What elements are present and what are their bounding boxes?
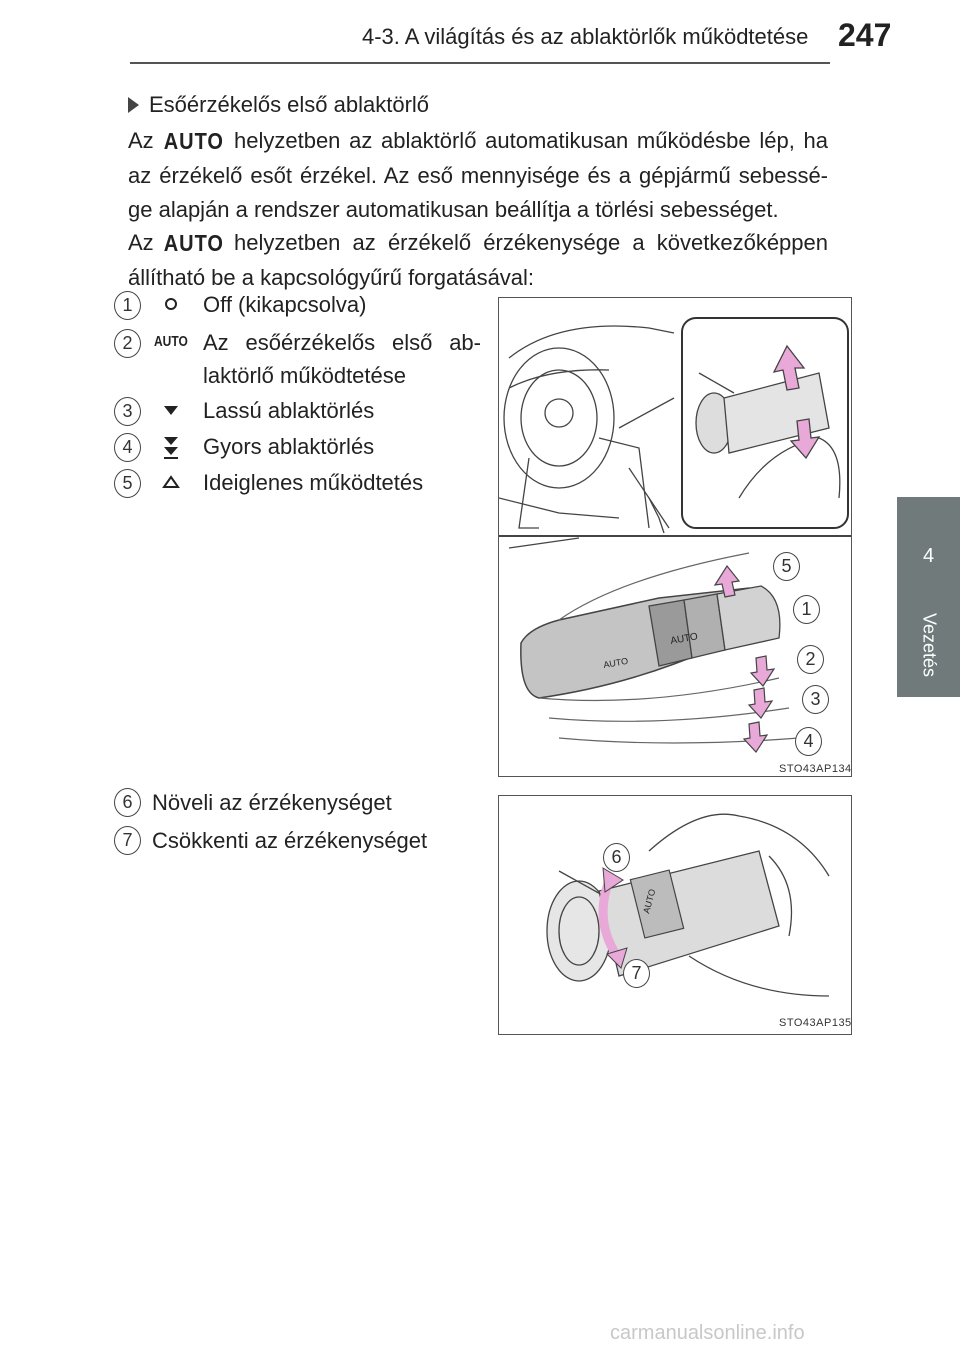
item-number-badge: 1 — [114, 291, 141, 320]
footer-watermark: carmanualsonline.info — [610, 1322, 805, 1344]
chapter-label-text: Vezetés — [919, 612, 939, 678]
item-text: Off (kikapcsolva) — [203, 292, 367, 317]
callout-4: 4 — [795, 727, 822, 756]
callout-2: 2 — [797, 645, 824, 674]
double-down-triangle-icon — [162, 434, 180, 460]
item-text: Gyors ablaktörlés — [203, 434, 375, 459]
subheading — [128, 92, 429, 118]
circle-off-icon — [163, 296, 179, 312]
item-number-badge: 2 — [114, 329, 141, 358]
lever-auto-label: AUTO — [602, 655, 629, 670]
auto-icon: AUTO — [163, 129, 224, 155]
item-number-badge: 5 — [114, 469, 141, 498]
item-number-badge: 6 — [114, 788, 141, 817]
page-header — [0, 0, 960, 70]
chapter-label — [897, 600, 960, 690]
item-text: Csökkenti az érzékenységet — [152, 828, 428, 853]
lever-auto-label: AUTO — [669, 631, 699, 647]
item-number-badge: 7 — [114, 826, 141, 855]
auto-icon: AUTO — [163, 231, 224, 257]
down-arrow-icon — [744, 722, 767, 752]
paragraph-rain-sensing — [128, 124, 828, 227]
down-arrow-icon — [751, 656, 774, 686]
page-number: 247 — [838, 17, 892, 53]
figure-code: STO43AP134 — [779, 763, 852, 775]
callout-1: 1 — [793, 595, 820, 624]
up-chevron-icon — [162, 475, 180, 489]
subheading-text: Esőérzékelős első ablaktörlő — [149, 92, 430, 117]
triangle-bullet-icon — [128, 97, 139, 113]
chapter-number: 4 — [922, 545, 935, 567]
item-text: Az esőérzékelős első ab-laktörlő működtetése — [203, 330, 481, 388]
auto-icon: AUTO — [154, 332, 188, 350]
figure-wiper-lever — [498, 297, 852, 777]
figure-code: STO43AP135 — [779, 1017, 852, 1029]
ring-illustration — [499, 796, 851, 1034]
callout-5: 5 — [773, 552, 800, 581]
para1-prefix: Az — [128, 128, 154, 153]
item-text: Lassú ablaktörlés — [203, 398, 375, 423]
single-down-triangle-icon — [162, 403, 180, 417]
para2-text: helyzetben az érzékelő érzékenysége a következőképpen állítható be a kapcsológyűrű forgatásával: — [128, 230, 828, 290]
section-title: 4-3. A világítás és az ablaktörlők működtetése — [362, 24, 809, 49]
callout-6: 6 — [603, 843, 630, 872]
paragraph-sensitivity — [128, 226, 828, 295]
callout-7: 7 — [623, 959, 650, 988]
figure-sensitivity-ring — [498, 795, 852, 1035]
para2-prefix: Az — [128, 230, 154, 255]
callout-3: 3 — [802, 685, 829, 714]
item-number-badge: 3 — [114, 397, 141, 426]
item-text: Ideiglenes működtetés — [203, 470, 424, 495]
header-rule — [130, 62, 830, 64]
ring-auto-label: AUTO — [641, 887, 658, 915]
lever-illustration — [499, 298, 851, 776]
para1-text: helyzetben az ablaktörlő automatikusan működésbe lép, ha az érzékelő esőt érzékel. Az eső mennyisége és a gépjármű sebessé-ge alapján a rendszer automatikusan beállítja a törlési sebességet. — [128, 128, 828, 222]
item-text: Növeli az érzékenységet — [152, 790, 392, 815]
item-number-badge: 4 — [114, 433, 141, 462]
